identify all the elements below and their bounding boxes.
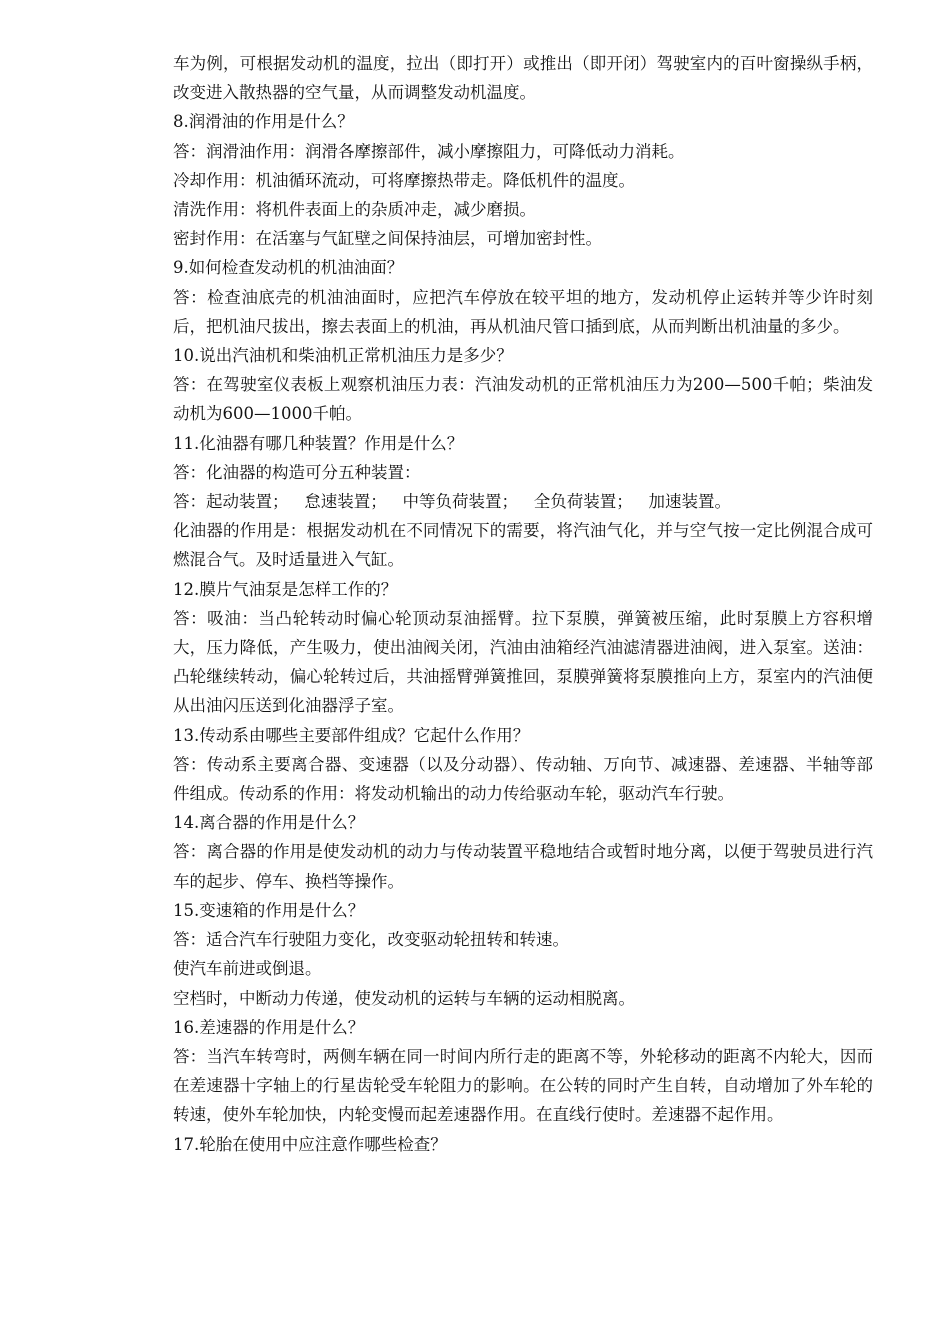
paragraph-intro: 车为例，可根据发动机的温度，拉出（即打开）或推出（即开闭）驾驶室内的百叶窗操纵手柄，改变进入散热器的空气量，从而调整发动机温度。 [173,54,873,103]
answer-14: 答：离合器的作用是使发动机的动力与传动装置平稳地结合或暂时地分离，以便于驾驶员进行汽车的起步、停车、换档等操作。 [173,842,873,891]
answer-15-reverse: 使汽车前进或倒退。 [173,959,322,979]
question-14: 14.离合器的作用是什么？ [173,813,365,833]
answer-15-adapt: 答：适合汽车行驶阻力变化，改变驱动轮扭转和转速。 [173,930,569,950]
answer-9: 答：检查油底壳的机油油面时，应把汽车停放在较平坦的地方，发动机停止运转并等少许时刻后，把机油尺拔出，擦去表面上的机油，再从机油尺管口插到底，从而判断出机油量的多少。 [173,287,873,336]
answer-11-devices: 答：起动装置； 怠速装置； 中等负荷装置； 全负荷装置； 加速装置。 [173,492,731,512]
answer-11-function: 化油器的作用是：根据发动机在不同情况下的需要，将汽油气化，并与空气按一定比例混合成可燃混合气。及时适量进入气缸。 [173,521,873,570]
question-17: 17.轮胎在使用中应注意作哪些检查？ [173,1134,447,1154]
answer-8-sealing: 密封作用：在活塞与气缸壁之间保持油层，可增加密封性。 [173,229,602,249]
answer-8-cooling: 冷却作用：机油循环流动，可将摩擦热带走。降低机件的温度。 [173,170,635,190]
answer-16: 答：当汽车转弯时，两侧车辆在同一时间内所行走的距离不等，外轮移动的距离不内轮大，因而在差速器十字轴上的行星齿轮受车轮阻力的影响。在公转的同时产生自转，自动增加了外车轮的转速，使外车轮加快，内轮变慢而起差速器作用。在直线行使时。差速器不起作用。 [173,1046,873,1125]
question-8: 8.润滑油的作用是什么？ [173,112,354,132]
answer-15-neutral: 空档时，中断动力传递，使发动机的运转与车辆的运动相脱离。 [173,988,635,1008]
question-16: 16.差速器的作用是什么？ [173,1017,365,1037]
answer-8-cleaning: 清洗作用：将机件表面上的杂质冲走，减少磨损。 [173,200,536,220]
answer-10: 答：在驾驶室仪表板上观察机油压力表：汽油发动机的正常机油压力为200—500千帕；柴油发动机为600—1000千帕。 [173,375,873,424]
question-13: 13.传动系由哪些主要部件组成？它起什么作用？ [173,725,530,745]
question-15: 15.变速箱的作用是什么？ [173,900,365,920]
question-10: 10.说出汽油机和柴油机正常机油压力是多少？ [173,346,513,366]
question-9: 9.如何检查发动机的机油油面？ [173,258,404,278]
answer-11-structure: 答：化油器的构造可分五种装置： [173,462,421,482]
answer-8-lubrication: 答：润滑油作用：润滑各摩擦部件，减小摩擦阻力，可降低动力消耗。 [173,141,685,161]
answer-13: 答：传动系主要离合器、变速器（以及分动器）、传动轴、万向节、减速器、差速器、半轴等部件组成。传动系的作用：将发动机输出的动力传给驱动车轮，驱动汽车行驶。 [173,754,873,804]
question-12: 12.膜片气油泵是怎样工作的？ [173,579,398,599]
answer-12: 答：吸油：当凸轮转动时偏心轮顶动泵油摇臂。拉下泵膜，弹簧被压缩，此时泵膜上方容积增大，压力降低，产生吸力，使出油阀关闭，汽油由油箱经汽油滤清器进油阀，进入泵室。送油：凸轮继续转动，偏心轮转过后，共油摇臂弹簧推回，泵膜弹簧将泵膜推向上方，泵室内的汽油便从出油闪压送到化油器浮子室。 [173,608,873,716]
document-page [173,49,873,1159]
question-11: 11.化油器有哪几种装置？作用是什么？ [173,433,464,453]
